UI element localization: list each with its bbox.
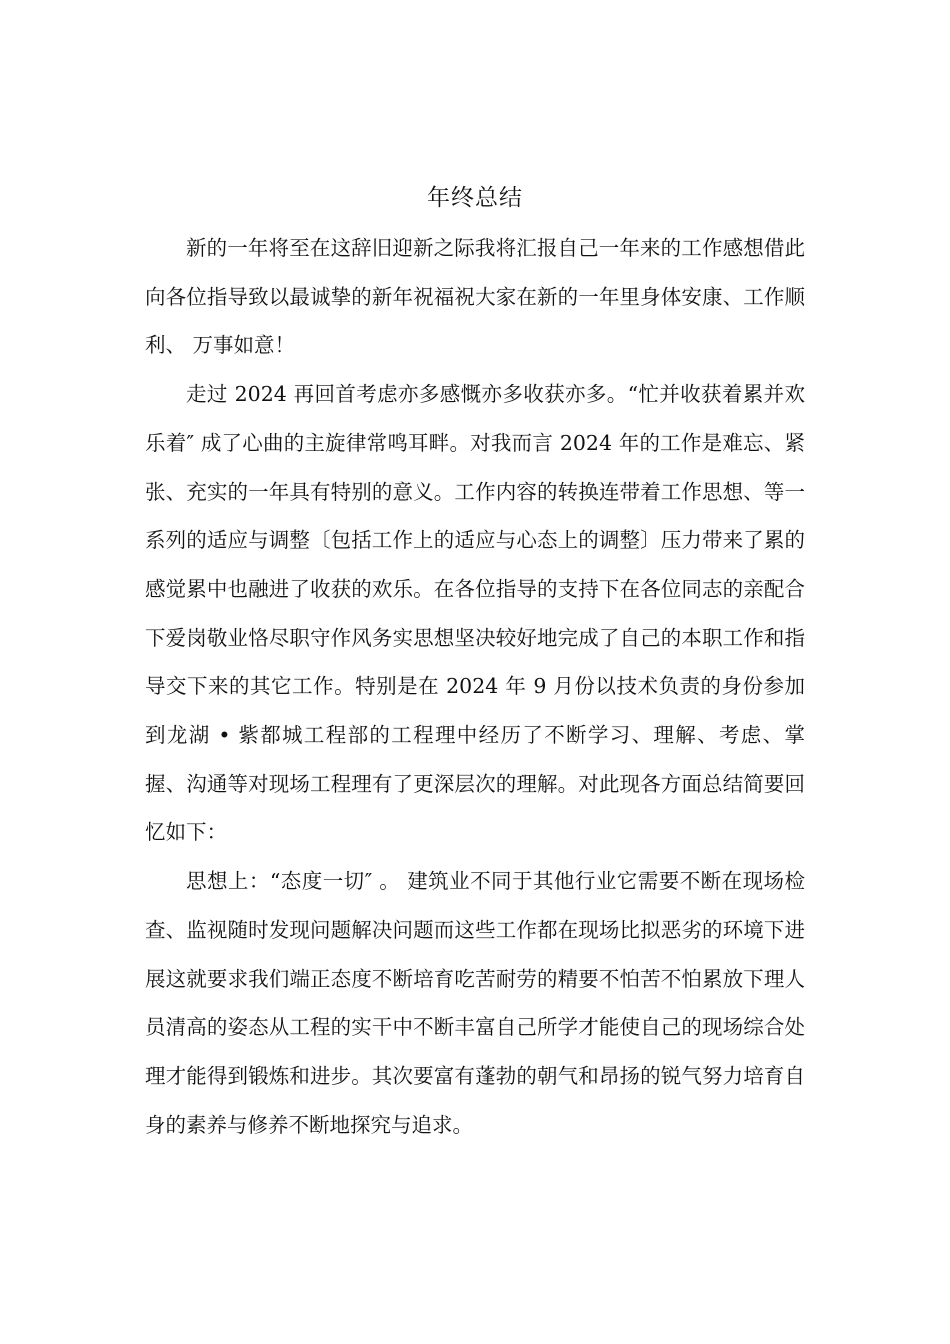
paragraph-review: 走过 2024 再回首考虑亦多感慨亦多收获亦多。“忙并收获着累并欢乐着″ 成了心曲的主旋律常鸣耳畔。对我而言 2024 年的工作是难忘、紧张、充实的一年具有特别的意义。工作内容的转换连带着工作思想、等一系列的适应与调整〔包括工作上的适应与心态上的调整〕压力带来了累的感觉累中也融进了收获的欢乐。在各位指导的支持下在各位同志的亲配合下爱岗敬业恪尽职守作风务实思想坚决较好地完成了自己的本职工作和指导交下来的其它工作。特别是在 2024 年 9 月份以技术负责的身份参加到龙湖 • 紫都城工程部的工程理中经历了不断学习、理解、考虑、掌握、沟通等对现场工程理有了更深层次的理解。对此现各方面总结简要回忆如下： bbox=[145, 382, 805, 845]
paragraph-thinking: 思想上：“态度一切″ 。 建筑业不同于其他行业它需要不断在现场检查、监视随时发现问题解决问题而这些工作都在现场比拟恶劣的环境下进展这就要求我们端正态度不断培育吃苦耐劳的精要不怕苦不怕累放下理人员清高的姿态从工程的实干中不断丰富自己所学才能使自己的现场综合处理才能得到锻炼和进步。其次要富有蓬勃的朝气和昂扬的锐气努力培育自身的素养与修养不断地探究与追求。 bbox=[145, 869, 805, 1137]
document-body bbox=[145, 224, 805, 1149]
document-title: 年终总结 bbox=[427, 185, 523, 211]
paragraph-intro: 新的一年将至在这辞旧迎新之际我将汇报自己一年来的工作感想借此向各位指导致以最诚挚的新年祝福祝大家在新的一年里身体安康、工作顺利、 万事如意！ bbox=[145, 236, 805, 358]
